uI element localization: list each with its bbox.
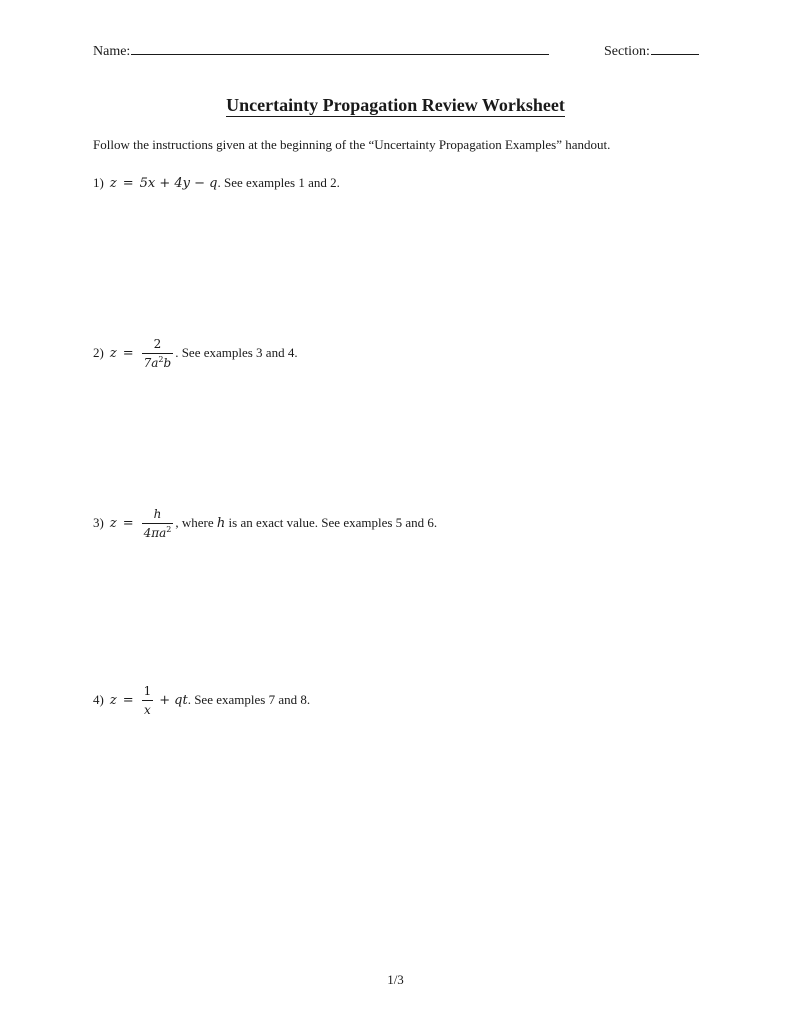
problem-number: 3)	[93, 515, 104, 530]
problem-number: 1)	[93, 175, 104, 190]
problem-note-variable: h	[216, 515, 226, 531]
denominator-base: 4πa	[143, 525, 167, 540]
equals-sign: =	[122, 345, 134, 361]
page-number: 1/3	[387, 972, 404, 987]
problem-term: qt	[174, 692, 188, 708]
page-title-text: Uncertainty Propagation Review Worksheet	[226, 95, 565, 115]
section-label: Section:	[604, 44, 650, 59]
problem-note: . See examples 1 and 2.	[217, 175, 340, 190]
equals-sign: =	[122, 692, 134, 708]
page-title	[0, 94, 791, 116]
fraction-numerator: 2	[153, 336, 162, 351]
name-field	[93, 40, 549, 61]
problem-lhs: z	[109, 345, 117, 361]
problem-lhs: z	[109, 515, 117, 531]
problem-lhs: z	[109, 175, 117, 191]
problem-note: . See examples 7 and 8.	[187, 692, 311, 707]
problem-number: 4)	[93, 692, 104, 707]
equals-sign: =	[122, 175, 134, 191]
fraction	[142, 337, 174, 370]
problem-expression: 5x + 4y − q	[139, 175, 218, 191]
fraction-denominator	[142, 524, 174, 540]
equals-sign: =	[122, 515, 134, 531]
denominator-tail: b	[163, 355, 172, 370]
fraction-denominator: x	[144, 702, 151, 717]
problem-lhs: z	[109, 692, 117, 708]
name-label: Name:	[93, 44, 131, 59]
fraction	[142, 507, 174, 540]
instructions-text: Follow the instructions given at the beginning of the “Uncertainty Propagation Examples” handout.	[93, 137, 611, 152]
denominator-exponent: 2	[158, 354, 164, 364]
problem-number: 2)	[93, 345, 104, 360]
fraction-denominator	[142, 354, 174, 370]
problem-3	[93, 504, 437, 542]
plus-sign: +	[159, 692, 171, 708]
denominator-exponent: 2	[166, 524, 172, 534]
name-blank-line	[131, 40, 549, 55]
problem-4	[93, 681, 310, 719]
fraction	[142, 684, 154, 717]
problem-1	[93, 173, 340, 193]
problem-note-prefix: , where	[175, 515, 217, 530]
fraction-numerator: h	[153, 506, 162, 521]
problem-note: . See examples 3 and 4.	[175, 345, 298, 360]
problem-2	[93, 334, 298, 372]
fraction-numerator: 1	[143, 683, 152, 698]
section-blank-line	[651, 40, 699, 55]
denominator-base: 7a	[143, 355, 159, 370]
problem-note: is an exact value. See examples 5 and 6.	[225, 515, 438, 530]
section-field	[604, 40, 699, 61]
